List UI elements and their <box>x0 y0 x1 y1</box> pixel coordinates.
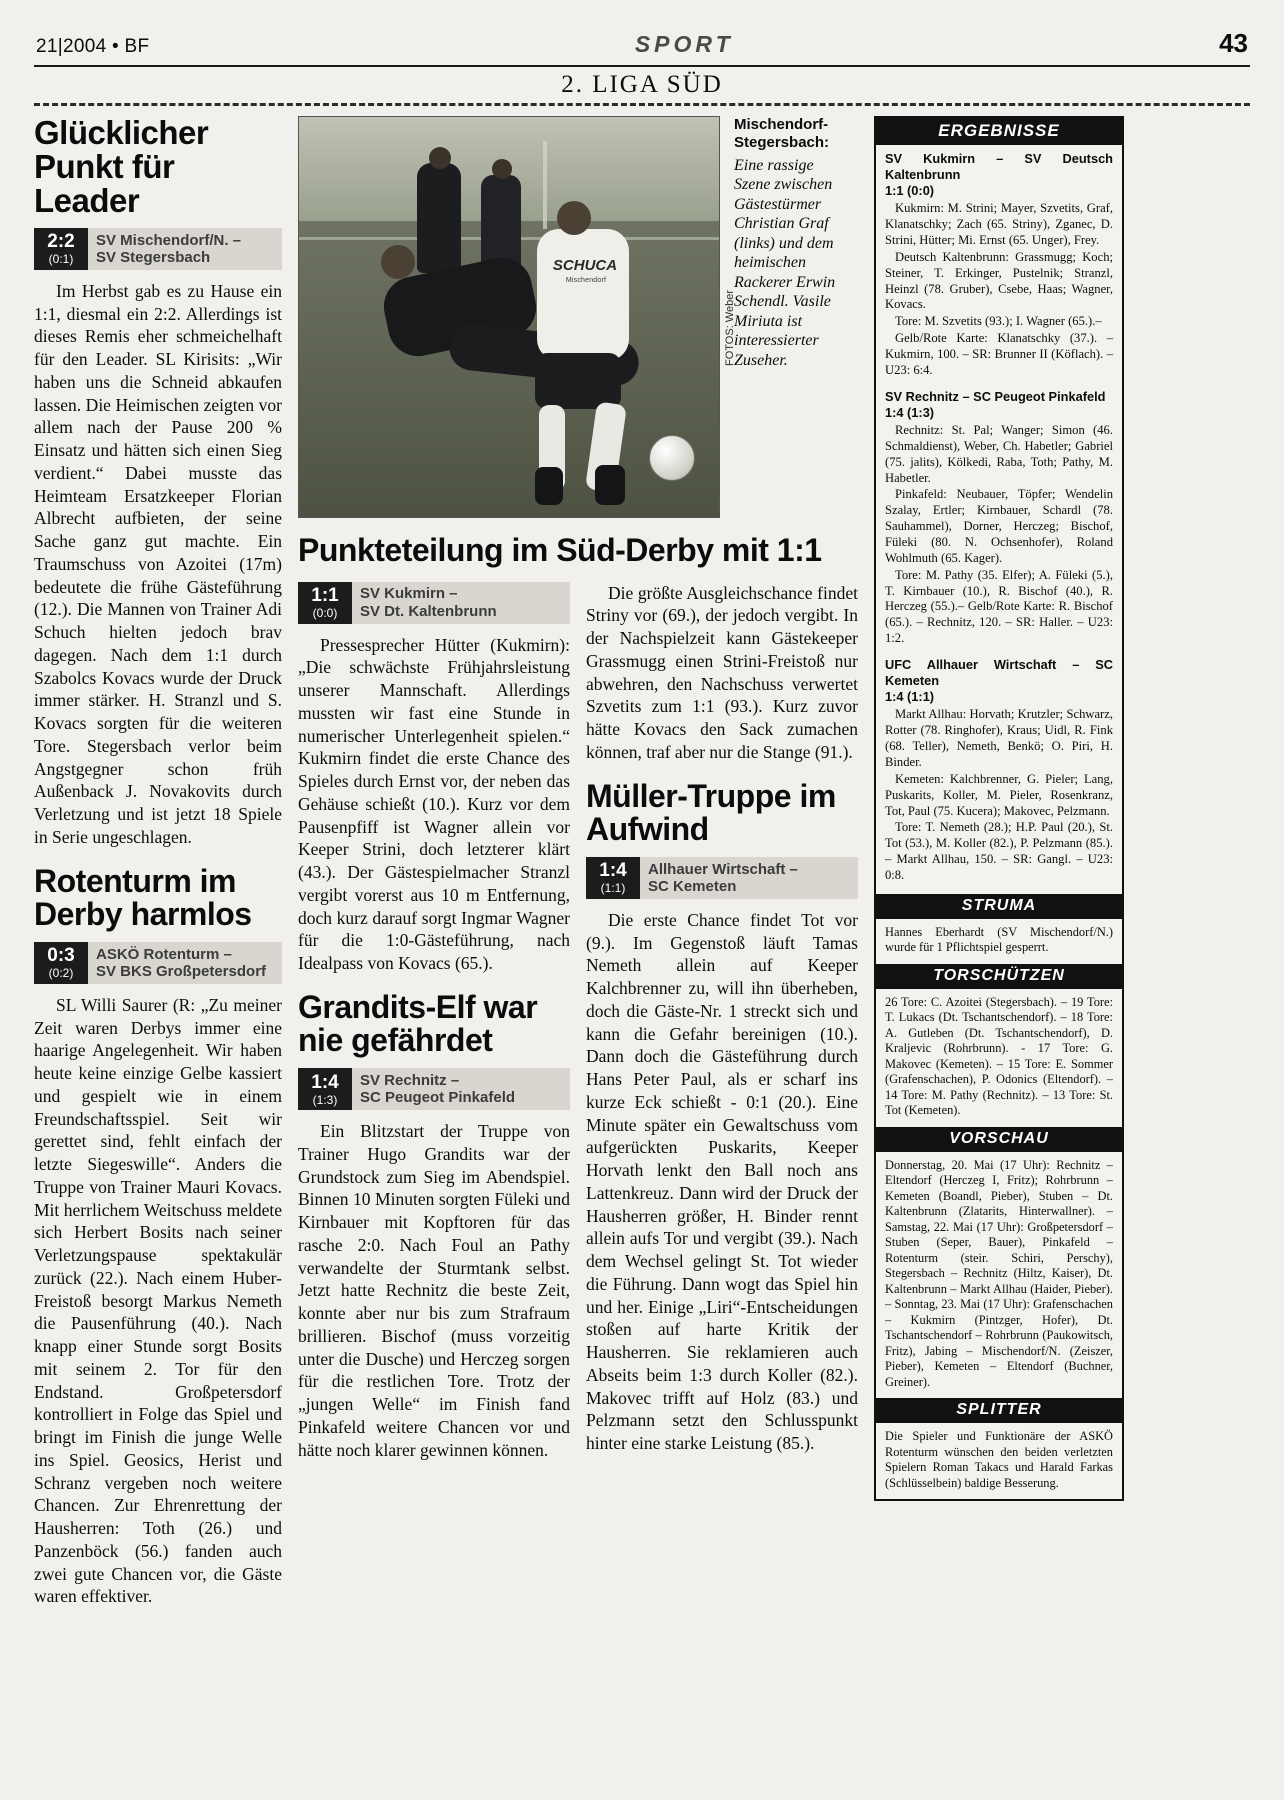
match-teams <box>352 1068 523 1110</box>
halftime-score: (1:3) <box>312 1092 338 1107</box>
away-team: SV BKS Großpetersdorf <box>96 962 267 980</box>
result-entry <box>885 151 1113 379</box>
home-team: SV Mischendorf/N. – <box>96 231 242 249</box>
home-team: SV Kukmirn – <box>360 585 458 603</box>
score-box <box>298 582 352 624</box>
result-cards: Gelb/Rote Karte: Klanatschky (37.). – Kukmirn, 100. – SR: Brunner II (Köflach). – U23: 6:4. <box>885 331 1113 377</box>
result-lineup: Pinkafeld: Neubauer, Töpfer; Wendelin Szalay, Ertler; Kirnbauer, Schardl (78. Sauhammel), Dorner, Herczeg; Bischof, Füleki (80. N. Ochsenhofer), Roland Wohlmuth (65. Kager). <box>885 487 1113 565</box>
result-lineup: Kukmirn: M. Strini; Mayer, Szvetits, Graf, Klanatschky; Zach (65. Striny), Zganec, D. Strini, Hütter; Mi. Ernst (65. Unger), Frey. <box>885 201 1113 248</box>
issue-info: 21|2004 • BF <box>36 36 150 57</box>
result-score: 1:4 (1:3) <box>885 404 935 420</box>
home-team: SV Rechnitz – <box>360 1071 460 1089</box>
scorebar-4 <box>298 1068 570 1110</box>
result-goals: Tore: T. Nemeth (28.); H.P. Paul (20.), St. Tot (53.), M. Koller (82.), P. Pelzmann (85.). – Markt Allhau, 150. – SR: Gangl. – U23: 0:8. <box>885 820 1113 882</box>
result-entry <box>885 389 1113 647</box>
striker-head <box>557 201 591 235</box>
striker-shorts <box>535 353 621 409</box>
article-headline-4: Grandits-Elf war nie gefährdet <box>298 988 538 1059</box>
halftime-score: (0:2) <box>48 966 74 981</box>
background-player-head <box>492 159 512 179</box>
caption-text: Eine rassige Szene zwischen Gästestürmer Christian Graf (links) und dem heimischen Rackerer Erwin Schendl. Vasile Miriuta ist interessierter Zuseher. <box>734 156 836 369</box>
article-3-columns <box>298 582 858 1462</box>
halftime-score: (0:0) <box>312 606 338 621</box>
article-headline-1: Glücklicher Punkt für Leader <box>34 114 209 219</box>
score-box <box>298 1068 352 1110</box>
home-team: ASKÖ Rotenturm – <box>96 945 232 963</box>
result-score: 1:1 (0:0) <box>885 183 935 199</box>
scorebar-2 <box>34 942 282 984</box>
jersey-club-text: Mischendorf <box>565 277 607 284</box>
score-box <box>586 857 640 899</box>
halftime-score: (0:1) <box>48 252 74 267</box>
article-body-3-left: Pressesprecher Hütter (Kukmirn): „Die schwächste Frühjahrsleistung unserer Mannschaft. Allerdings mussten wir fast eine Stunde in numerischer Unterlegenheit spielen.“ Kukmirn findet die erste Chance des Spieles durch Ernst vor, der neben das Gehäuse schießt (10.). Kurz vor dem Pausenpfiff ist Wagner allein vor Keeper Strini, doch letzterer klärt (43.). Der Gästespielmacher Stranzl vergibt vorerst aus 10 m Entfernung, doch kurz darauf sorgt Ingmar Wagner für die 1:0-Gästeführung, nach Idealpass von Kovacs (65.). <box>298 634 570 974</box>
caption-lead: Mischendorf-Stegersbach: <box>734 116 830 152</box>
photo-credit: FOTOS: Weber <box>724 289 736 366</box>
final-score: 2:2 <box>47 231 75 253</box>
article-headline-2: Rotenturm im Derby harmlos <box>34 862 252 933</box>
scorebar-3 <box>298 582 570 624</box>
article-body-5: Die erste Chance findet Tot vor (9.). Im Gegenstoß läuft Tamas Nemeth allein auf Keeper Kalchbrenner zu, will ihn überheben, doch die Gäste-Nr. 1 streckt sich und kann die Gefahr bereinigen (10.). Dann doch die Gästeführung durch Hans Peter Paul, als er scharf ins kurze Eck schießt - 0:1 (20.). Eine Minute später ein Gewaltschuss vom aufgerückten Puskarits, Keeper Horvath lenkt den Ball noch ans Lattenkreuz. Dann wird der Druck der Hausherren größer, H. Binder rennt allein aufs Tor und vergibt (39.). Nach dem Wechsel gelingt St. Tot wieder die Führung. Dann wogt das Spiel hin und her. Einige „Liri“-Entscheidungen stoßen auf harte Kritik der Hausherren. Sie reklamieren auch Abseits beim 1:3 durch Koller (82.). Makovec trifft auf Holz (83.) und Pelzmann setzt den Schlusspunkt hinter eine starke Leistung (85.). <box>586 909 858 1454</box>
masthead <box>34 28 1250 65</box>
halftime-score: (1:1) <box>600 881 626 896</box>
match-teams <box>88 228 249 270</box>
league-title: 2. LIGA SÜD <box>561 71 723 98</box>
match-photo <box>298 116 720 518</box>
away-team: SC Peugeot Pinkafeld <box>360 1089 516 1107</box>
scorebar-5 <box>586 857 858 899</box>
masthead-divider <box>34 65 1250 67</box>
result-lineup: Kemeten: Kalchbrenner, G. Pieler; Lang, Puskarits, Koller, M. Pieler, Rosenkranz, Tot, Paul (75. Kucera); Makovec, Pelzmann. <box>885 771 1113 818</box>
final-score: 1:4 <box>599 860 627 882</box>
result-entry <box>885 657 1113 884</box>
results-body <box>876 145 1122 884</box>
struma-text: Hannes Eberhardt (SV Mischendorf/N.) wurde für 1 Pflichtspiel gesperrt. <box>885 924 1113 955</box>
away-team: SV Stegersbach <box>96 248 211 266</box>
final-score: 1:4 <box>311 1071 339 1093</box>
dashed-divider <box>34 103 1250 106</box>
article-body-2: SL Willi Saurer (R: „Zu meiner Zeit waren Derbys immer eine haarige Angelegenheit. Wir haben heute keine einzige Gelbe kassiert und gespielt wie in einem Freundschaftsspiel. Seit wir gerettet sind, fehlt einfach der letzte Siegeswille“. Anders die Truppe von Trainer Mauri Kovacs. Mit herrlichem Weitschuss meldete sich Herbert Bosits nach seiner Verletzungspause spektakulär zurück (22.). Nach einem Huber-Freistoß besorgt Markus Nemeth die Pausenführung (40.). Nach knapp einer Stunde sorgt Bosits mit seinem 2. Tor für den Endstand. Großpetersdorf kontrolliert in Folge das Spiel und bringt im Finish die junge Welle ins Spiel. Geosics, Herist und Schranz vergeben noch weitere Chancen. Zur Ehrenrettung der Hausherren: Toth (26.) und Panzenböck (56.) fanden auch zwei gute Chancen vor, die Gäste waren effektiver. <box>34 994 282 1607</box>
article-headline-5: Müller-Truppe im Aufwind <box>586 777 836 848</box>
content-columns <box>34 116 1250 1756</box>
striker-body <box>537 229 629 361</box>
preview-title: VORSCHAU <box>876 1127 1122 1152</box>
section-label: SPORT <box>634 31 734 57</box>
striker-sock <box>595 465 625 505</box>
splitter-text: Die Spieler und Funktionäre der ASKÖ Rotenturm wünschen den beiden verletzten Spielern Roman Takacs und Harald Farkas (Schlüsselbein) baldige Besserung. <box>885 1429 1113 1490</box>
sliding-player-head <box>381 245 415 279</box>
final-score: 1:1 <box>311 585 339 607</box>
photo-caption <box>734 116 838 518</box>
striker-sock <box>535 467 563 505</box>
match-teams <box>352 582 505 624</box>
away-team: SV Dt. Kaltenbrunn <box>360 602 497 620</box>
preview-text: Donnerstag, 20. Mai (17 Uhr): Rechnitz – Eltendorf (Herczeg I, Fritz); Rohrbrunn – Kemeten (Boandl, Pieber), Stuben – Dt. Kaltenbrunn (Zlatarits, Hinterwallner). – Samstag, 22. Mai (17 Uhr): Großpetersdorf – Stuben (Seper, Bauer), Pinkafeld – Rotenturm (steir. Schiri, Perschy), Stegersbach – Rechnitz (Hiltz, Kaiser), Dt. Kaltenbrunn – Markt Allhau (Haider, Pieber). – Sonntag, 23. Mai (17 Uhr): Grafenschachen – Kukmirn (Pintzger, Hofer), Dt. Tschantschendorf – Rohrbrunn (Paukowitsch, Fritz), Jabing – Mischendorf/N. (Zeiszer, Pieber), Kemeten – Eltendorf (Buchner, Greiner). <box>885 1157 1113 1389</box>
result-goals: Tore: M. Szvetits (93.); I. Wagner (65.).– <box>895 314 1102 329</box>
football-icon <box>649 435 695 481</box>
page-number: 43 <box>1219 28 1248 58</box>
splitter-title: SPLITTER <box>876 1398 1122 1423</box>
result-lineup: Rechnitz: St. Pal; Wanger; Simon (46. Schmaldienst), Weber, Ch. Habetler; Gabriel (75. jalits), Kölkedi, Raba, Toth; Pathy, M. Habetler. <box>885 423 1113 485</box>
photo-and-caption <box>298 116 858 518</box>
article-3-col-left <box>298 582 570 1462</box>
home-team: Allhauer Wirtschaft – <box>648 860 798 878</box>
background-player-body <box>417 163 461 273</box>
photo-wrap <box>298 116 736 518</box>
result-teams: SV Rechnitz – SC Peugeot Pinkafeld <box>885 388 1106 404</box>
score-box <box>34 942 88 984</box>
match-teams <box>640 857 806 899</box>
results-title: ERGEBNISSE <box>876 118 1122 145</box>
article-headline-3: Punkteteilung im Süd-Derby mit 1:1 <box>298 532 822 568</box>
article-3-col-right <box>586 582 858 1462</box>
column-left <box>34 116 282 1608</box>
background-player-head <box>429 147 451 169</box>
article-body-4: Ein Blitzstart der Truppe von Trainer Hugo Grandits war der Grundstock zum Sieg im Abendspiel. Binnen 10 Minuten sorgten Füleki und Kirnbauer mit Kopftoren für das rasche 2:0. Nach Foul an Pathy verwandelte der Sturmtank selbst. Jetzt hatte Rechnitz die beste Zeit, konnte aber nur bis zum Strafraum brillieren. Bischof (muss vorzeitig unter die Dusche) und Herczeg sorgen für die restlichen Tore. Trotz der „jungen Welle“ im Finish fand Pinkafeld weitere Chancen vor und hätte noch klarer gewinnen können. <box>298 1121 570 1460</box>
struma-title: STRUMA <box>876 894 1122 919</box>
scorers-text: 26 Tore: C. Azoitei (Stegersbach). – 19 Tore: T. Lukacs (Dt. Tschantschendorf). – 18 Tore: A. Gutleben (Dt. Tschantschendorf), D. Kraljevic (Rohrbrunn). - 17 Tore: G. Makovec (Kemeten). – 15 Tore: E. Sommer (Grafenschachen), P. Odonics (Eltendorf). – 14 Tore: M. Pathy (Rechnitz). – 13 Tore: St. Tot (Kemeten). <box>885 994 1113 1118</box>
result-lineup: Deutsch Kaltenbrunn: Grassmugg; Koch; Steiner, T. Erkinger, Pustelnik; Stranzl, Heinzl (78. Gruber), Csebe, Haas; Wagner, Kovacs. <box>885 249 1113 312</box>
away-team: SC Kemeten <box>648 877 737 895</box>
scorebar-1 <box>34 228 282 270</box>
article-body-1: Im Herbst gab es zu Hause ein 1:1, diesmal ein 2:2. Allerdings ist dieses Remis eher schmeichelhaft für den Leader. SL Kirisits: „Wir haben uns die Schneid abkaufen lassen. Die Heimischen zeigten vor allem nach der Pause 200 % Einsatz und hätten sich einen Sieg verdient.“ Dabei musste das Heimteam Ersatzkeeper Florian Albrecht aufbieten, der seine Sache ganz gut machte. Ein Traumschuss von Azoitei (17m) bedeutete die frühe Gästeführung (12.). Die Mannen von Trainer Adi Schuch hielten jedoch brav dagegen. Nach dem 1:1 durch Szabolcs Kovacs wurde der Druck immer stärker. H. Stranzl und S. Kovacs sorgten für die weiteren Tore. Stegersbach verlor beim Angstgegner schon früh Außenback J. Novakovits durch Verletzung und ist jetzt 18 Spiele in Serie ungeschlagen. <box>34 280 282 847</box>
result-score: 1:4 (1:1) <box>885 689 935 705</box>
match-teams <box>88 942 274 984</box>
final-score: 0:3 <box>47 945 75 967</box>
result-teams: SV Kukmirn – SV Deutsch Kaltenbrunn <box>885 151 1113 183</box>
result-lineup: Markt Allhau: Horvath; Krutzler; Schwarz, Rotter (78. Ringhofer), Kraus; Uidl, R. Fink (68. Teller), Nemeth, Benkö; O. Piri, H. Binder. <box>885 707 1113 769</box>
scorers-title: TORSCHÜTZEN <box>876 964 1122 989</box>
result-teams: UFC Allhauer Wirtschaft – SC Kemeten <box>885 657 1113 689</box>
result-goals: Tore: M. Pathy (35. Elfer); A. Füleki (5.), T. Kirnbauer (10.), R. Bischof (40.), R. Herczeg (55.).– Gelb/Rote Karte: R. Bischof (65.). – Rechnitz, 120. – SR: Haller. – U23: 1:2. <box>885 567 1113 646</box>
score-box <box>34 228 88 270</box>
column-middle <box>298 116 858 1461</box>
goal-post <box>543 141 547 229</box>
jersey-sponsor-text: SCHUCA <box>552 257 618 274</box>
results-box <box>874 116 1124 1501</box>
article-body-3-right: Die größte Ausgleichschance findet Striny vor (69.), der jedoch vergibt. In der Nachspielzeit kann Gästekeeper Grassmugg einen Strini-Freistoß nur abwehren, den Nachschuss verwertet Szvetits zum 1:1 (93.). Kurz zuvor hätte Kovacs den Sack zumachen können, traf aber nur die Stange (91.). <box>586 582 858 762</box>
